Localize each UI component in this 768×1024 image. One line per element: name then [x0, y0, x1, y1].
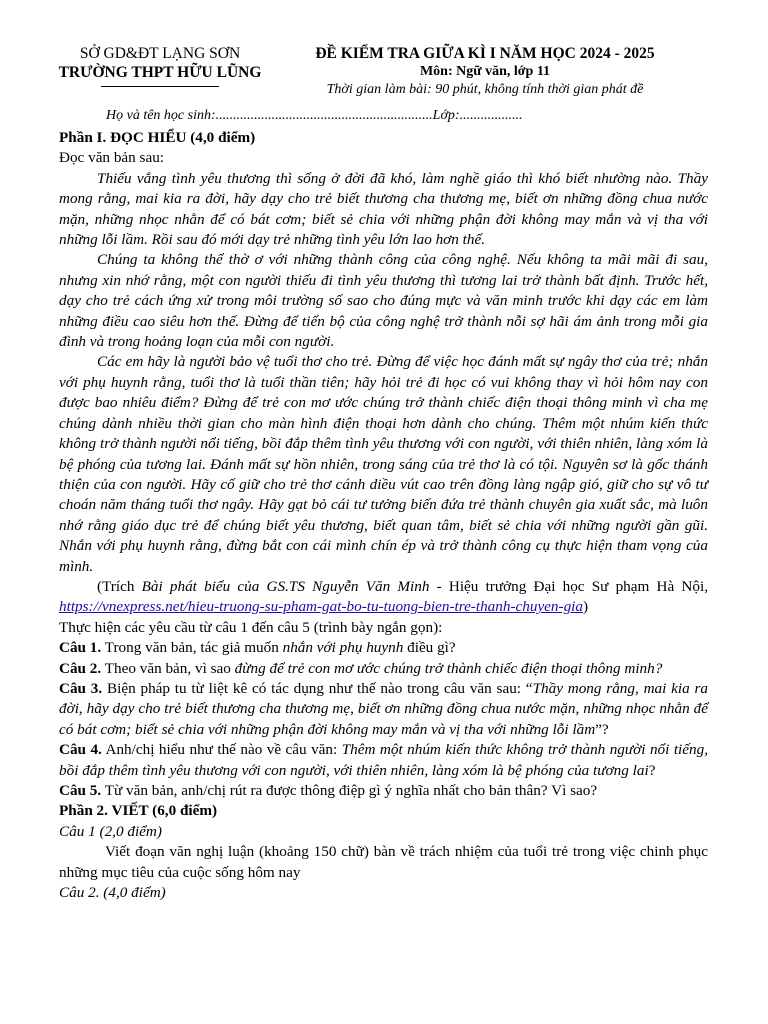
- question-1: [59, 638, 708, 658]
- question-3-end: ”?: [595, 720, 609, 738]
- question-3: [59, 679, 708, 740]
- part1-heading: Phần I. ĐỌC HIỂU (4,0 điểm): [59, 129, 256, 146]
- question-4: [59, 740, 708, 781]
- question-2-quote: đừng để trẻ con mơ ước chúng trở thành chiếc điện thoại thông minh?: [234, 659, 663, 677]
- question-5: [59, 781, 708, 801]
- exam-subject: Môn: Ngữ văn, lớp 11: [419, 64, 551, 79]
- exam-title: ĐỀ KIỂM TRA GIỮA KÌ I NĂM HỌC 2024 - 2025: [315, 45, 655, 62]
- student-info-line: [106, 107, 523, 125]
- header-left: [40, 44, 280, 87]
- citation: [59, 577, 708, 618]
- question-4-quote: Thêm một nhúm kiến thức không trở thành người nổi tiếng, bồi đắp thêm tình yêu thương với con người, với thiên nhiên, làng xóm là bệ phóng của tương lai: [59, 741, 708, 779]
- question-4-label: Câu 4.: [59, 741, 102, 759]
- exam-content: [59, 128, 708, 903]
- part2-question-2-label: Câu 2. (4,0 điểm): [59, 884, 166, 902]
- question-1-quote: nhắn với phụ huynh: [282, 639, 404, 657]
- question-2-text: Theo văn bản, vì sao: [101, 659, 235, 677]
- question-1-text: Trong văn bản, tác giả muốn: [101, 639, 283, 657]
- part2-question-1-text: Viết đoạn văn nghị luận (khoảng 150 chữ) bàn về trách nhiệm của tuổi trẻ trong việc chinh phục những mục tiêu của cuộc sống hôm nay: [59, 843, 708, 881]
- student-name-blank: ..............................................................: [215, 108, 433, 123]
- student-class-blank: ..................: [459, 108, 523, 123]
- exam-time: Thời gian làm bài: 90 phút, không tính thời gian phát đề: [326, 82, 644, 97]
- question-4-end: ?: [648, 761, 656, 779]
- citation-link[interactable]: https://vnexpress.net/hieu-truong-su-pham-gat-bo-tu-tuong-bien-tre-thanh-chuyen-gia: [59, 598, 583, 616]
- question-3-label: Câu 3.: [59, 679, 103, 697]
- question-3-text: Biện pháp tu từ liệt kê có tác dụng như thế nào trong câu văn sau: “: [102, 679, 533, 697]
- citation-work: Bài phát biểu của GS.TS Nguyễn Văn Minh: [141, 577, 430, 595]
- citation-close: ): [582, 598, 589, 616]
- department-name: SỞ GD&ĐT LẠNG SƠN: [79, 45, 241, 62]
- reading-paragraph-1: Thiếu vắng tình yêu thương thì sống ở đời đã khó, làm nghề giáo thì khó biết nhường nào. Thầy mong rằng, mai kia ra đời, hãy dạy cho trẻ biết thương cha thương mẹ, biết ơn những đồng chua nước mặn, những nhọc nhằn để có bát cơm; biết sẻ chia với những phận đời không may mắn và vị tha với những lỗi lầm. Rồi sau đó mới dạy trẻ những tình yêu lớn lao hơn thế.: [59, 169, 708, 249]
- part2-question-1-label: Câu 1 (2,0 điểm): [59, 822, 162, 840]
- header-divider: [101, 86, 219, 87]
- part2-heading: Phần 2. VIẾT (6,0 điểm): [59, 802, 218, 820]
- question-3-quote: Thầy mong rằng, mai kia ra đời, hãy dạy cho trẻ biết thương cha thương mẹ, biết ơn những đồng chua nước mặn, những nhọc nhằn để có bát cơm; biết sẻ chia với những phận đời không may mắn và vị tha với những lỗi lầm: [59, 679, 709, 738]
- citation-prefix: (Trích: [97, 577, 142, 595]
- reading-paragraph-3: Các em hãy là người bảo vệ tuổi thơ cho trẻ. Đừng để việc học đánh mất sự ngây thơ của trẻ; nhắn với phụ huynh rằng, tuổi thơ là tuổi thần tiên; hãy hỏi trẻ đi học có vui không thay vì hỏi hôm nay con được bao nhiêu điểm? Đừng để trẻ con mơ ước chúng trở thành chiếc điện thoại thông minh vì cha mẹ chúng dành nhiều thời gian cho màn hình điện thoại hơn dành cho chúng. Thêm một nhúm kiến thức không trở thành người nổi tiếng, bồi đắp thêm tình yêu thương với con người, với thiên nhiên, làng xóm là bệ phóng của tương lai. Đánh mất sự hồn nhiên, trong sáng của trẻ thơ là có tội. Nguyên sơ là gốc thánh thiện của con người. Hãy cố giữ cho trẻ thơ cánh diều vút cao trên đồng làng ngập gió, giữ cho sự vô tư choán năm tháng tuổi thơ ngây. Hãy gạt bỏ cái tư tưởng biến đứa trẻ thành chuyên gia xuất sắc, mà luôn nhớ rằng giáo dục trẻ để chúng biết yêu thương, biết quan tâm, biết sẻ chia với những người gần gũi. Nhắn với phụ huynh rằng, đừng bắt con cái mình chín ép và trở thành công cụ thực hiện tham vọng của mình.: [59, 353, 708, 575]
- part1-intro: Đọc văn bản sau:: [59, 149, 165, 167]
- student-class-label: Lớp:: [432, 108, 460, 123]
- question-2: [59, 659, 708, 679]
- question-5-label: Câu 5.: [59, 782, 102, 799]
- questions-instruction: Thực hiện các yêu cầu từ câu 1 đến câu 5 (trình bày ngắn gọn):: [59, 618, 443, 636]
- header-right: [290, 44, 680, 99]
- question-4-text: Anh/chị hiểu như thế nào về câu văn:: [101, 741, 342, 759]
- citation-suffix: - Hiệu trưởng Đại học Sư phạm Hà Nội,: [429, 577, 708, 595]
- question-5-text: Từ văn bản, anh/chị rút ra được thông điệp gì ý nghĩa nhất cho bản thân? Vì sao?: [101, 782, 598, 799]
- question-1-label: Câu 1.: [59, 639, 102, 657]
- question-2-label: Câu 2.: [59, 659, 102, 677]
- question-1-end: điều gì?: [403, 639, 456, 657]
- reading-paragraph-2: Chúng ta không thể thờ ơ với những thành công của công nghệ. Nếu không ta mãi mãi đi sau, nhưng xin nhớ rằng, một con người thiếu đi tình yêu thương thì tương lai trở thành bất định. Trước hết, dạy cho trẻ cách ứng xử trong môi trường số sao cho đúng mực và văn minh trước khi dạy các em làm những điều cao siêu hơn thế. Đừng để tiến bộ của công nghệ trở thành nỗi sợ hãi ám ảnh trong mỗi gia đình và trong hoảng loạn của mỗi con người.: [59, 251, 708, 351]
- student-name-label: Họ và tên học sinh:: [106, 108, 216, 123]
- school-name: TRƯỜNG THPT HỮU LŨNG: [58, 64, 262, 81]
